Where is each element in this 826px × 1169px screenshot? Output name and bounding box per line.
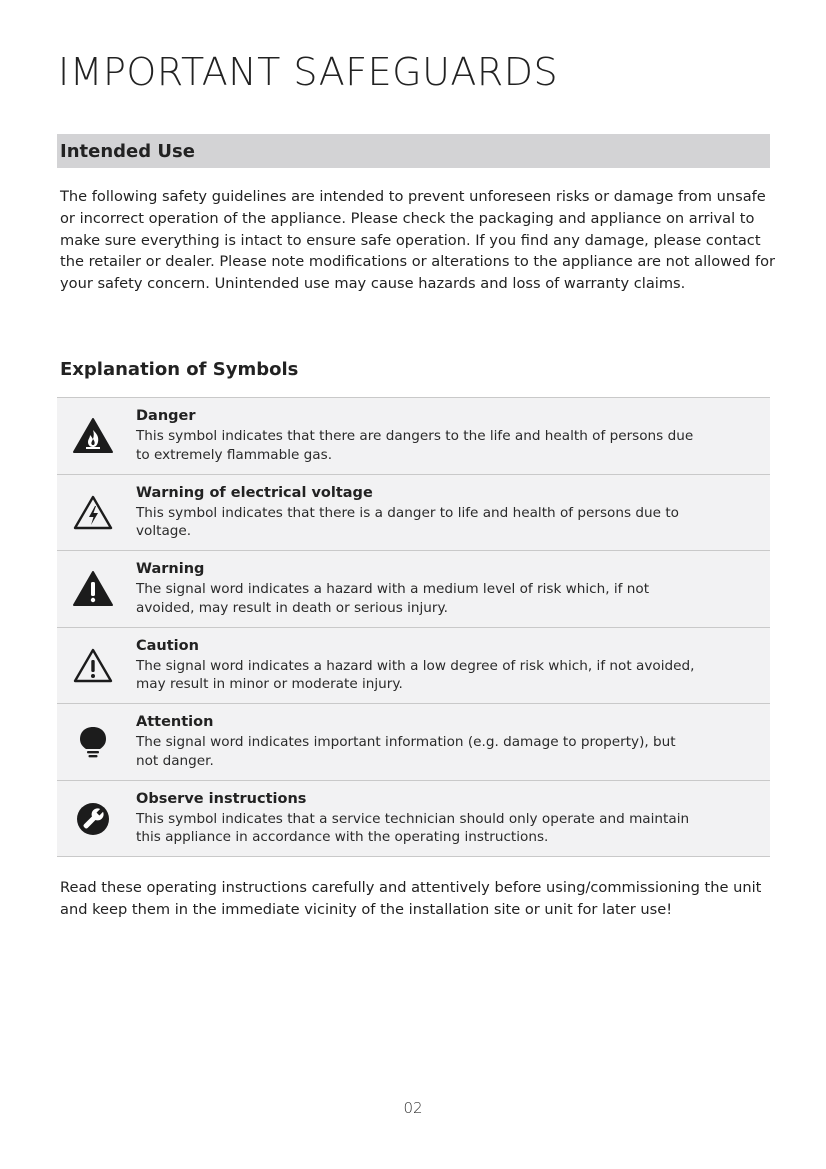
symbol-row-warning [57, 551, 770, 628]
symbol-description: The signal word indicates important information (e.g. damage to property), but not danger. [136, 734, 676, 769]
symbol-description: This symbol indicates that a service technician should only operate and maintain this appliance in accordance with the operating instructions. [136, 810, 690, 845]
closing-note: Read these operating instructions carefully and attentively before using/commissioning the unit and keep them in the immediate vicinity of the installation site or unit for later use! [60, 879, 762, 918]
symbol-description: This symbol indicates that there is a danger to life and health of persons due to voltage. [136, 504, 679, 539]
symbol-description: The signal word indicates a hazard with a medium level of risk which, if not avoided, may result in death or serious injury. [136, 581, 650, 616]
intended-use-text: The following safety guidelines are intended to prevent unforeseen risks or damage from unsafe or incorrect operation of the appliance. Please check the packaging and appliance on arrival to make sure everything is intact to ensure safe operation. If you find any damage, please contact the retailer or dealer. Please note modifications or alterations to the appliance are not allowed for your safety concern. Unintended use may cause hazards and loss of warranty claims. [60, 188, 776, 293]
symbol-row-caution [57, 628, 770, 705]
symbol-row-observe-instructions [57, 781, 770, 858]
lightbulb-icon [72, 722, 114, 762]
symbol-row-attention [57, 704, 770, 781]
symbols-table [57, 397, 770, 857]
symbol-description: This symbol indicates that there are dangers to the life and health of persons due to extremely flammable gas. [136, 428, 694, 463]
symbol-title: Attention [136, 714, 214, 730]
symbol-description: The signal word indicates a hazard with a low degree of risk which, if not avoided, may result in minor or moderate injury. [136, 657, 695, 692]
wrench-icon [72, 799, 114, 839]
flammable-warning-icon [72, 416, 114, 456]
electrical-voltage-icon [72, 493, 114, 533]
symbol-title: Danger [136, 408, 196, 424]
symbol-title: Caution [136, 637, 199, 654]
intended-use-heading: Intended Use [60, 140, 195, 162]
symbol-row-electrical-voltage [57, 475, 770, 552]
symbol-row-danger [57, 398, 770, 475]
symbol-title: Warning of electrical voltage [136, 484, 373, 501]
warning-exclamation-icon [72, 569, 114, 609]
symbol-title: Observe instructions [136, 790, 307, 807]
page-title: IMPORTANT SAFEGUARDS [58, 50, 559, 94]
symbol-title: Warning [136, 561, 205, 577]
symbols-heading: Explanation of Symbols [60, 359, 299, 380]
intended-use-bar [57, 134, 770, 168]
caution-exclamation-icon [72, 646, 114, 686]
page-number: 02 [403, 1099, 423, 1117]
